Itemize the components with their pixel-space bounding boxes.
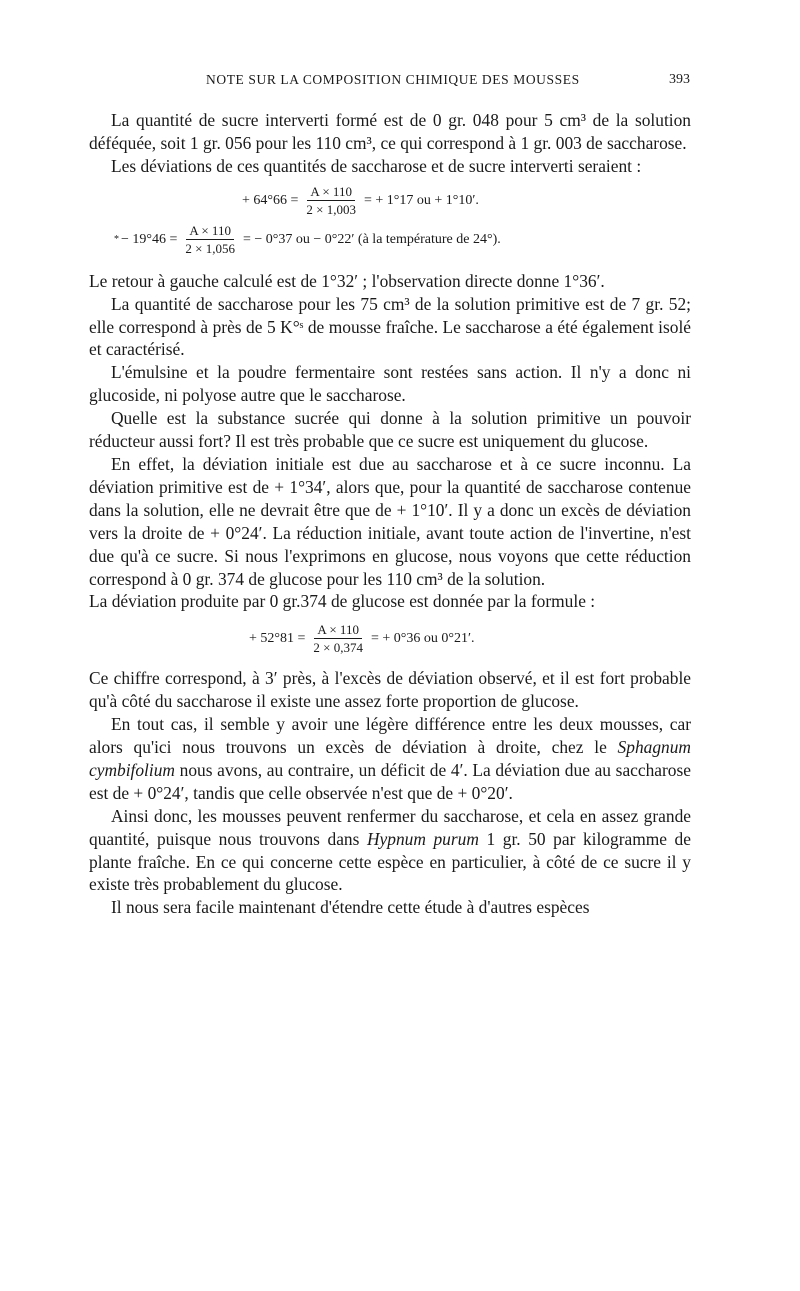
paragraph-initial-deviation: En effet, la déviation initiale est due au saccharose et à ce sucre inconnu. La déviation primitive est de + 1°34′, alors que, pour la quantité de saccharose contenue dans la solution, elle ne devrait être que de + 1°10′. Il y a donc un excès de déviation vers la droite de + 0°24′. La réduction initiale, avant toute action de l'invertine, n'est due qu'à ce sucre. Si nous l'exprimons en glucose, nous voyons que cette réduction correspond à 0 gr. 374 de glucose pour les 110 cm³ de la solution. — [89, 453, 691, 589]
page-header — [110, 72, 690, 94]
fraction-numerator: A × 110 — [186, 223, 234, 240]
paragraph-ainsi-donc — [89, 805, 691, 897]
formula-fraction — [303, 184, 359, 217]
formula-inverted-sugar-deviation — [114, 223, 691, 256]
formula-fraction — [310, 622, 366, 655]
formula-lhs: − 19°46 = — [121, 231, 178, 247]
paragraph-emulsine: L'émulsine et la poudre fermentaire sont restées sans action. Il n'y a donc ni glucoside, ni polyose autre que le saccharose. — [89, 362, 691, 406]
paragraph-final: Il nous sera facile maintenant d'étendre cette étude à d'autres espèces — [111, 897, 590, 918]
fraction-denominator: 2 × 0,374 — [313, 640, 363, 656]
formula-saccharose-deviation — [242, 184, 691, 217]
page-number: 393 — [669, 72, 690, 87]
formula-fraction — [182, 223, 238, 256]
fraction-denominator: 2 × 1,003 — [306, 201, 356, 217]
running-title: NOTE SUR LA COMPOSITION CHIMIQUE DES MOUSSES — [206, 72, 580, 87]
paragraph-left-return: Le retour à gauche calculé est de 1°32′ ; l'observation directe donne 1°36′. — [89, 270, 605, 291]
page-body — [89, 109, 691, 919]
paragraph-difference-text-a: En tout cas, il semble y avoir une légère différence entre les deux mousses, car alors qu'ici nous trouvons un excès de déviation à droite, chez le — [89, 714, 691, 758]
formula-rhs: = + 0°36 ou 0°21′. — [370, 631, 475, 647]
paragraph-difference-mosses — [89, 713, 691, 805]
species-hypnum: Hypnum purum — [366, 828, 479, 849]
formula-rhs: = − 0°37 ou − 0°22′ (à la température de 24°). — [242, 231, 501, 247]
paragraph-deviations-intro: Les déviations de ces quantités de saccharose et de sucre interverti seraient : — [111, 155, 642, 176]
paragraph-conclusion-glucose: Ce chiffre correspond, à 3′ près, à l'excès de déviation observé, et il est fort probable qu'à côté du saccharose il existe une assez forte proportion de glucose. — [89, 668, 691, 712]
paragraph-ainsi-text-b: 1 gr. 50 par kilogramme de plante fraîche. En ce qui concerne cette espèce en particulier, à côté de ce sucre il y existe très probablement du glucose. — [89, 828, 691, 895]
species-sphagnum: Sphagnum cymbifolium — [89, 737, 691, 780]
fraction-numerator: A × 110 — [307, 184, 355, 201]
fraction-denominator: 2 × 1,056 — [185, 240, 235, 256]
paragraph-question: Quelle est la substance sucrée qui donne à la solution primitive un pouvoir réducteur aussi fort? Il est très probable que ce sucre est uniquement du glucose. — [89, 408, 691, 452]
paragraph-inverted-sugar: La quantité de sucre interverti formé est de 0 gr. 048 pour 5 cm³ de la solution déféquée, soit 1 gr. 056 pour les 110 cm³, ce qui correspond à 1 gr. 003 de saccharose. — [89, 110, 691, 153]
formula-lhs: + 64°66 = — [242, 192, 299, 208]
formula-rhs: = + 1°17 ou + 1°10′. — [363, 192, 479, 208]
paragraph-glucose-formula-intro: La déviation produite par 0 gr.374 de glucose est donnée par la formule : — [89, 591, 596, 612]
paragraph-ainsi-text-a: Ainsi donc, les mousses peuvent renfermer du saccharose, et cela en assez grande quantité, puisque nous trouvons dans — [89, 805, 691, 849]
formula-glucose-deviation — [249, 622, 691, 655]
formula-lhs: + 52°81 = — [249, 631, 306, 647]
formula-marker: * — [114, 233, 119, 245]
paragraph-difference-text-b: nous avons, au contraire, un déficit de 4′. La déviation due au saccharose est de + 0°24′, tandis que celle observée n'est que de + 0°20′. — [89, 759, 691, 803]
paragraph-saccharose-quantity: La quantité de saccharose pour les 75 cm³ de la solution primitive est de 7 gr. 52; elle correspond à près de 5 K°ˢ de mousse fraîche. Le saccharose a été également isolé et caractérisé. — [89, 293, 691, 360]
fraction-numerator: A × 110 — [314, 622, 362, 639]
